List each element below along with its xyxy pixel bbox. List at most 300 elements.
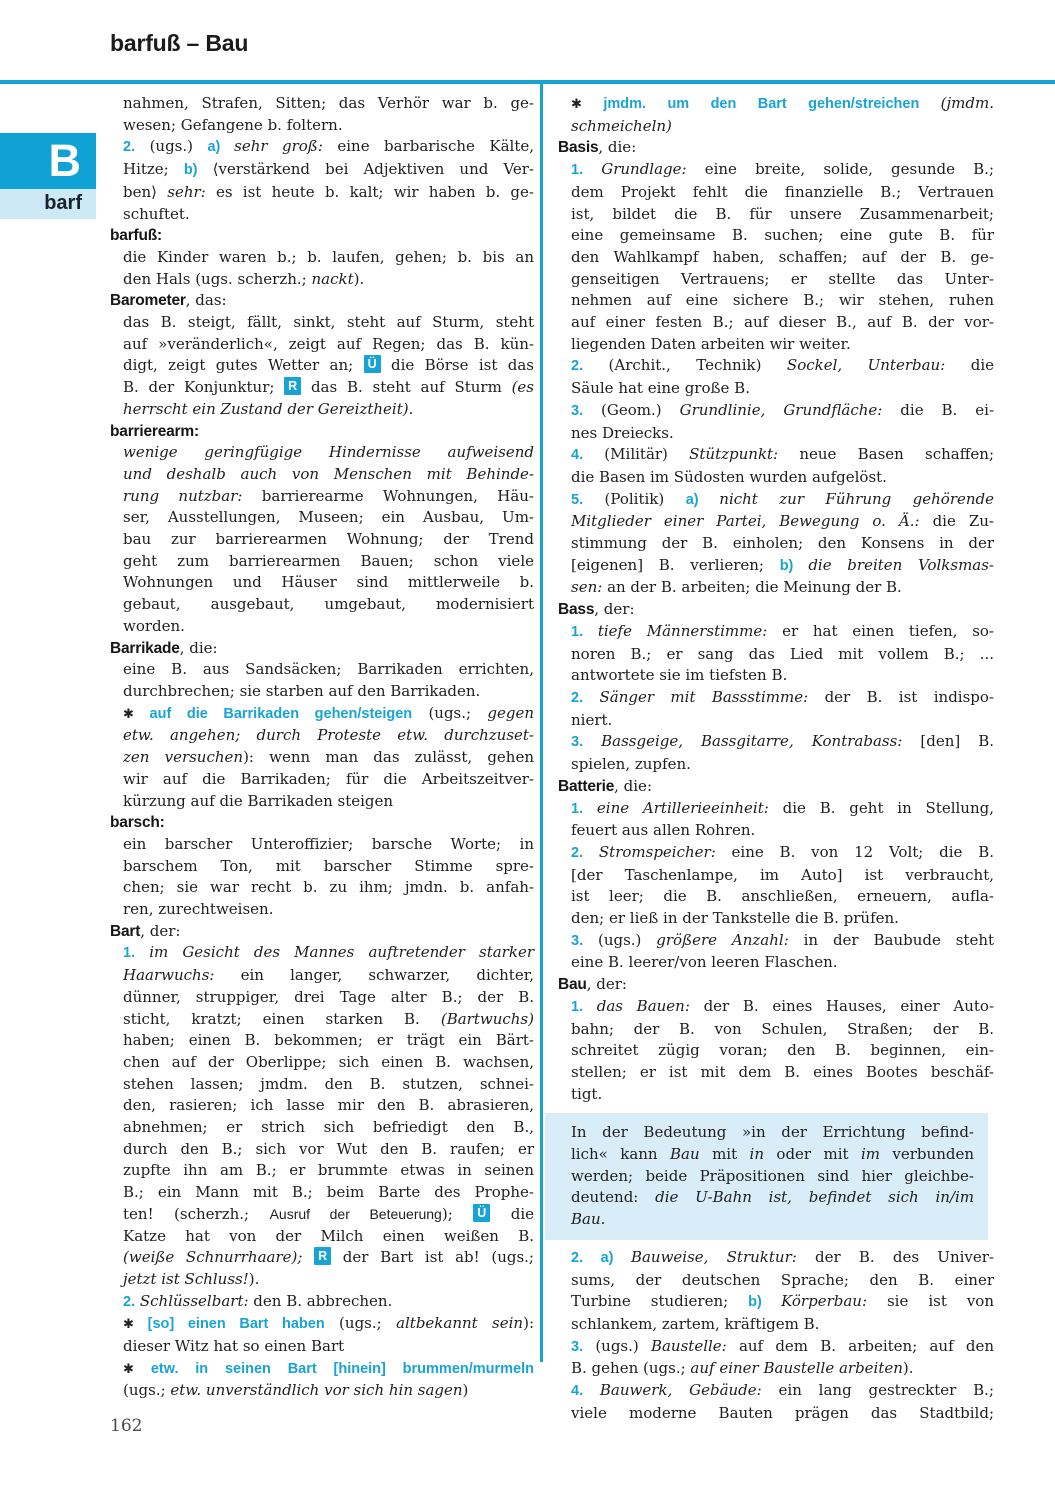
text-run: , die: [598, 138, 637, 157]
text-run: , die: [179, 638, 218, 657]
text-run: den Hals (ugs. scherzh.; [123, 269, 312, 288]
text-run: geht zum barrierearmen Bauen; schon viele [123, 551, 534, 570]
left-text-column [110, 93, 534, 1402]
text-line [558, 555, 994, 578]
text-run: das B. steht auf Sturm [301, 378, 512, 397]
idiom-star-icon: ✱ [123, 1317, 148, 1333]
idiom-star-icon: ✱ [123, 706, 150, 722]
text-line [110, 1336, 534, 1358]
text-line [110, 442, 534, 464]
text-line [558, 93, 994, 116]
text-run: auf »veränderlich«, zeigt auf Regen; das B. kün- [123, 334, 534, 353]
text-run: ⟨verstärkend bei Adjektiven und Ver- [197, 160, 534, 179]
text-run: [eigenen] B. verlieren; [571, 555, 780, 574]
sense-number: 1. [571, 623, 584, 640]
text-line [558, 842, 994, 865]
text-run: ser, Ausstellungen, Museen; ein Ausbau, Um- [123, 508, 534, 527]
text-line [558, 1084, 994, 1106]
text-line [110, 856, 534, 878]
text-run: sehr: [167, 182, 216, 201]
text-run: (ugs.) [583, 1336, 651, 1355]
text-run: (Bartwuchs) [440, 1009, 534, 1028]
entry-headword-line [110, 421, 534, 443]
text-line [558, 644, 994, 666]
text-line [558, 204, 994, 226]
text-line [110, 182, 534, 204]
text-run: an der B. arbeiten; die Meinung der B. [607, 578, 902, 597]
text-line [558, 334, 994, 356]
text-run: und deshalb auch von Menschen mit Behinde- [123, 464, 534, 483]
text-run: es ist heute b. kalt; wir haben b. ge- [215, 182, 534, 201]
text-line [558, 731, 994, 754]
text-run: Katze hat von der Milch einen weißen B. [123, 1226, 534, 1245]
header-rule [0, 80, 1055, 84]
text-line [558, 996, 994, 1019]
text-run: stellen; er ist mit dem B. eines Bootes beschäf- [571, 1062, 994, 1081]
idiom-phrase: a) [583, 1249, 631, 1266]
text-run: Wohnungen und Häuser sind mittlerweile b. [123, 573, 534, 592]
text-line [110, 1117, 534, 1139]
text-line [110, 136, 534, 159]
text-run: ist, bildet die B. für unsere Zusammenarbeit; [571, 204, 994, 223]
text-line [110, 877, 534, 899]
text-line [558, 908, 994, 930]
text-line [110, 334, 534, 356]
text-line [558, 159, 994, 182]
text-run: sehr groß: [234, 137, 338, 156]
entry-headword-line [110, 812, 534, 834]
text-run: das B. steigt, fällt, sinkt, steht auf Sturm, steht [123, 313, 534, 332]
text-line [558, 533, 994, 555]
entry-headword-line [110, 638, 534, 660]
entry-headword-line [558, 974, 994, 996]
text-line [110, 899, 534, 921]
text-line [558, 1358, 994, 1380]
uebertragung-marker: Ü [473, 1204, 490, 1222]
text-run: neue Basen schaffen; [799, 445, 995, 464]
sense-number: 5. [571, 491, 584, 508]
text-run: den, rasieren; ich lasse mir den B. abrasieren, [123, 1096, 534, 1115]
text-line [110, 1247, 534, 1269]
text-line [110, 769, 534, 791]
entry-headword-line [110, 921, 534, 943]
text-line [110, 791, 534, 813]
text-run: nicht zur Führung gehörende [719, 489, 995, 508]
text-run: gegen [487, 703, 534, 722]
text-run: , der: [586, 975, 627, 994]
idiom-phrase: b) [183, 162, 198, 179]
text-run: ). [248, 1269, 260, 1288]
text-run: wesen; Gefangene b. foltern. [123, 115, 343, 134]
text-run: Sänger mit Bassstimme: [583, 687, 825, 706]
text-run: (ugs.; [123, 1381, 171, 1400]
text-line [110, 1052, 534, 1074]
text-run: Haarwuchs: [123, 966, 241, 985]
idiom-phrase: etw. in seinen Bart [hinein] brummen/murmeln [150, 1360, 535, 1377]
text-run: wir auf die Barrikaden; für die Arbeitszeitver- [123, 769, 534, 788]
idiom-star-icon: ✱ [123, 1361, 151, 1377]
text-run: Grundlinie, Grundfläche: [679, 400, 901, 419]
text-line [110, 204, 534, 226]
text-line [558, 1270, 994, 1292]
headword: Bass [558, 601, 595, 619]
text-line [558, 247, 994, 269]
headword: Bart [110, 922, 141, 940]
text-run: ist leer; die B. anschließen, erneuern, aufla- [571, 887, 994, 906]
sense-number: 2. [571, 844, 584, 861]
headword: Basis [558, 139, 599, 157]
redensart-marker: R [284, 377, 301, 395]
idiom-star-icon: ✱ [571, 97, 604, 112]
text-line [110, 159, 534, 182]
text-run: die Börse ist das [380, 356, 534, 375]
text-run: Bau [670, 1145, 700, 1164]
sense-number: 2. [571, 689, 584, 706]
text-run: ). [353, 269, 365, 288]
text-run: wenige geringfügige Hindernisse aufweisend [123, 443, 534, 462]
text-run: nehmen auf eine sichere B.; wir stehen, ruhen [571, 291, 994, 310]
text-run: jetzt ist Schluss! [123, 1269, 249, 1288]
text-run: die B. geht in Stellung, [782, 798, 994, 817]
text-line [110, 594, 534, 616]
text-run: viele moderne Bauten prägen das Stadtbild; [571, 1403, 994, 1422]
text-run: , der: [594, 600, 635, 619]
text-line [110, 747, 534, 769]
text-run: die U-Bahn ist, befindet sich in/im [655, 1188, 974, 1207]
text-line [558, 1062, 994, 1084]
text-run: der Bart ist ab! (ugs.; [331, 1248, 534, 1267]
text-line [110, 659, 534, 681]
text-line [110, 1030, 534, 1052]
text-run: der B. ist indispo- [824, 687, 994, 706]
text-run: Baustelle: [650, 1336, 739, 1355]
text-run: den B. abbrechen. [253, 1291, 393, 1310]
text-run: bahn; der B. von Schulen, Straßen; der B. [571, 1019, 994, 1038]
text-line [558, 1314, 994, 1336]
text-run: (Politik) [583, 489, 686, 508]
text-run: zen versuchen [123, 748, 244, 767]
text-line [110, 1204, 534, 1226]
text-run: das Bauen: [583, 996, 704, 1015]
sense-number: 3. [571, 734, 584, 751]
text-line [110, 355, 534, 377]
text-line [558, 378, 994, 400]
text-run: Säule hat eine große B. [571, 379, 750, 398]
text-run: eine B. aus Sandsäcken; Barrikaden errichten, [123, 660, 534, 679]
text-run: ren, zurechtweisen. [123, 900, 274, 919]
page-number: 162 [110, 1416, 143, 1436]
text-line [110, 1095, 534, 1117]
text-run: ein langer, schwarzer, dichter, [240, 966, 535, 985]
entry-headword-line [110, 225, 534, 247]
text-run: eine gemeinsame B. suchen; eine gute B. für [571, 226, 994, 245]
text-run: dem Projekt fehlt die finanzielle B.; Vertrauen [571, 182, 994, 201]
text-line [110, 834, 534, 856]
text-run: , die: [614, 776, 652, 795]
text-run: sen: [571, 578, 608, 597]
text-run: In der Bedeutung »in der Errichtung befind- [571, 1123, 974, 1142]
text-run: eine barbarische Kälte, [337, 137, 535, 156]
text-run: den Wahlkampf haben, schaffen; auf der B. ge- [571, 247, 994, 266]
idiom-phrase: a) [685, 491, 720, 508]
text-run: bau zur barrierearmen Wohnung; der Trend [123, 530, 534, 549]
text-run: ten! (scherzh.; [123, 1204, 270, 1223]
text-run: liegenden Daten arbeiten wir weiter. [571, 334, 851, 353]
text-line [110, 703, 534, 726]
text-line [558, 1019, 994, 1041]
text-line [110, 486, 534, 508]
text-run: tigt. [571, 1084, 603, 1103]
text-line [110, 93, 534, 115]
text-line [558, 423, 994, 445]
idiom-phrase: auf die Barrikaden gehen/steigen [149, 705, 413, 722]
text-run: stimmung der B. einholen; den Konsens in der [571, 534, 994, 553]
text-run: Schlüsselbart: [135, 1291, 254, 1310]
text-run: (Militär) [583, 445, 690, 464]
sense-number: 2. [571, 1249, 584, 1266]
text-line [558, 1291, 994, 1314]
text-line [110, 725, 534, 747]
text-run: niert. [571, 710, 613, 729]
text-run: kürzung auf die Barrikaden steigen [123, 791, 394, 810]
text-run: Körperbau: [781, 1292, 887, 1311]
text-run: ein lang gestreckter B.; [778, 1381, 994, 1400]
text-run: im [860, 1145, 880, 1164]
text-run: haben; einen B. bekommen; er trägt ein Bärt- [123, 1031, 534, 1050]
text-line [558, 687, 994, 710]
text-run: altbekannt sein [396, 1314, 524, 1333]
text-run: ); [441, 1204, 474, 1223]
text-run: [der Taschenlampe, im Auto] ist verbraucht, [571, 865, 994, 884]
text-run: ). [902, 1359, 914, 1378]
text-run: , das: [185, 291, 227, 310]
text-line [558, 511, 994, 533]
text-run: (Archit., Technik) [583, 356, 787, 375]
sense-number: 3. [571, 1338, 584, 1355]
uebertragung-marker: Ü [364, 355, 381, 373]
text-run: barschem Ton, mit barscher Stimme spre- [123, 856, 534, 875]
text-run: worden. [123, 616, 185, 635]
text-line [110, 377, 534, 399]
text-run: (ugs.; [324, 1314, 397, 1333]
text-line [110, 1291, 534, 1314]
text-run: noren B.; er sang das Lied mit vollem B.; ... [571, 644, 994, 663]
text-line [558, 182, 994, 204]
text-run: die B. ei- [900, 400, 995, 419]
text-line [558, 1403, 994, 1425]
text-line [558, 577, 994, 599]
text-run: eine breite, solide, gesunde B.; [704, 160, 994, 179]
text-run: (Geom.) [583, 400, 680, 419]
text-line [110, 269, 534, 291]
text-line [110, 507, 534, 529]
text-line [558, 269, 994, 291]
text-line [110, 942, 534, 965]
idiom-phrase: b) [779, 557, 809, 574]
text-run: verbunden [880, 1145, 974, 1164]
text-run: Bassgeige, Bassgitarre, Kontrabass: [583, 732, 921, 751]
text-run: auf dem B. arbeiten; auf den [738, 1336, 995, 1355]
sense-number: 4. [571, 1383, 584, 1400]
text-line [558, 1247, 994, 1270]
text-run: tiefe Männerstimme: [583, 621, 783, 640]
text-line [110, 1380, 534, 1402]
sense-number: 2. [571, 358, 584, 375]
text-run: in [749, 1145, 764, 1164]
text-run: schmeicheln) [571, 116, 672, 135]
text-run: (es [511, 378, 534, 397]
text-run: nahmen, Strafen, Sitten; das Verhör war b. ge- [123, 94, 534, 112]
idiom-phrase: a) [207, 139, 235, 156]
text-run: rung nutzbar: [123, 486, 262, 505]
text-line [110, 1358, 534, 1381]
text-run: sticht, kratzt; einen starken B. [123, 1009, 441, 1028]
text-run: eine Artillerieeinheit: [583, 798, 783, 817]
text-run: sums, der deutschen Sprache; den B. einer [571, 1270, 994, 1289]
thumb-index-tab: barf [0, 189, 96, 219]
text-run: Bauwerk, Gebäude: [583, 1381, 779, 1400]
text-line [558, 116, 994, 138]
text-line [558, 754, 994, 776]
entry-headword-line [558, 776, 994, 798]
text-run: (ugs.; [412, 703, 488, 722]
idiom-phrase: b) [748, 1294, 782, 1311]
text-run: etw. unverständlich vor sich hin sagen [170, 1381, 463, 1400]
text-line [110, 1269, 534, 1291]
entry-headword-line [558, 599, 994, 621]
sense-number: 1. [571, 998, 584, 1015]
text-run: Mitglieder einer Partei, Bewegung o. Ä.: [571, 512, 933, 531]
running-head: barfuß – Bau [110, 30, 249, 56]
text-run: den; er ließ in der Tankstelle die B. prüfen. [571, 909, 899, 928]
text-line [558, 1380, 994, 1403]
text-line [110, 529, 534, 551]
redensart-marker: R [314, 1247, 331, 1265]
text-line [558, 665, 994, 687]
text-run: ): wenn man das zulässt, gehen [243, 748, 535, 767]
headword: Barometer [110, 292, 186, 310]
headword: Batterie [558, 777, 615, 795]
right-text-column [558, 93, 994, 1424]
sense-number: 1. [123, 945, 136, 962]
text-run: zupfte ihn am B.; er brummte etwas in seinen [123, 1161, 534, 1180]
text-run: barrierearme Wohnungen, Häu- [261, 486, 534, 505]
text-line [571, 1122, 974, 1144]
entry-headword-line [558, 137, 994, 159]
text-run: (jmdm. [940, 94, 994, 112]
sense-number: 1. [571, 800, 584, 817]
text-line [571, 1166, 974, 1188]
text-line [110, 312, 534, 334]
text-line [110, 1160, 534, 1182]
text-line [110, 399, 534, 421]
text-run: auf einer festen B.; auf dieser B., auf B. der vor- [571, 313, 994, 332]
text-run: nackt [311, 269, 354, 288]
text-run: eine B. leerer/von leeren Flaschen. [571, 953, 838, 972]
text-line [558, 930, 994, 953]
text-run: schreitet zügig voran; den B. beginnen, ein- [571, 1041, 994, 1060]
text-line [110, 965, 534, 987]
text-line [110, 247, 534, 269]
text-run: der B. eines Hauses, einer Auto- [703, 996, 995, 1015]
text-run: mit [699, 1145, 750, 1164]
text-line [558, 1336, 994, 1359]
headword: Barrikade [110, 639, 180, 657]
text-run: schuftet. [123, 204, 190, 223]
text-line [110, 572, 534, 594]
text-run: eine B. von 12 Volt; die B. [731, 842, 994, 861]
text-run: B. der Konjunktur; [123, 378, 285, 397]
text-run: feuert aus allen Rohren. [571, 821, 756, 840]
text-run: ): [523, 1314, 534, 1333]
text-run: ) [462, 1381, 469, 1400]
headword: Bau [558, 976, 587, 994]
text-run: lich« kann [571, 1145, 671, 1164]
sense-number: 3. [571, 402, 584, 419]
idiom-phrase: jmdm. um den Bart gehen/streichen [603, 96, 941, 112]
text-line [110, 1226, 534, 1248]
text-run: im Gesicht des Mannes auftretender starker [135, 943, 534, 962]
text-run: Bau. [571, 1210, 606, 1229]
text-run: nes Dreiecks. [571, 423, 674, 442]
text-run: Bauweise, Struktur: [630, 1247, 816, 1266]
text-run: herrscht ein Zustand der Gereiztheit). [123, 399, 414, 418]
text-line [571, 1144, 974, 1166]
text-line [558, 710, 994, 732]
text-run: die [970, 356, 994, 375]
text-line [110, 551, 534, 573]
text-run: Sockel, Unterbau: [786, 356, 971, 375]
text-run: die breiten Volksmas- [808, 555, 995, 574]
text-run: ben⟩ [123, 182, 168, 201]
text-run: die [490, 1204, 534, 1223]
text-run: Turbine studieren; [571, 1292, 749, 1311]
text-line [558, 400, 994, 423]
text-line [558, 798, 994, 821]
sense-number: 2. [123, 139, 136, 156]
entry-headword-line [110, 290, 534, 312]
text-run: (ugs.) [583, 930, 657, 949]
text-run: auf einer Baustelle arbeiten [690, 1359, 903, 1378]
text-line [571, 1187, 974, 1209]
text-run: stehen lassen; jmdm. den B. stutzen, schnei- [123, 1074, 534, 1093]
text-run: abnehmen; er strich sich befriedigt den B., [123, 1118, 534, 1137]
column-divider [540, 84, 543, 1362]
text-run: etw. angehen; durch Proteste etw. durchzuset- [123, 726, 534, 745]
text-line [558, 444, 994, 467]
text-line [110, 681, 534, 703]
text-run: spielen, zupfen. [571, 755, 691, 774]
text-run: werden; beide Präpositionen sind hier gleichbe- [571, 1166, 974, 1185]
text-run: durchbrechen; sie starben auf den Barrikaden. [123, 681, 481, 700]
text-run: (weiße Schnurrhaare); [123, 1248, 315, 1267]
text-run: genseitigen Vertrauens; er stellte das Unter- [571, 269, 994, 288]
text-run: Stromspeicher: [583, 842, 732, 861]
text-line [558, 1040, 994, 1062]
text-line [110, 115, 534, 137]
sense-number: 2. [123, 1293, 136, 1310]
text-run: gebaut, ausgebaut, umgebaut, modernisiert [123, 595, 534, 614]
text-line [110, 1182, 534, 1204]
headword: barrierearm: [110, 422, 199, 440]
text-run: (ugs.) [135, 137, 208, 156]
text-run: sie ist von [886, 1292, 994, 1311]
text-run: der B. des Univer- [815, 1247, 994, 1266]
text-run: die Zu- [932, 512, 994, 531]
sense-number: 4. [571, 447, 584, 464]
text-line [110, 464, 534, 486]
headword: barsch: [110, 814, 165, 832]
